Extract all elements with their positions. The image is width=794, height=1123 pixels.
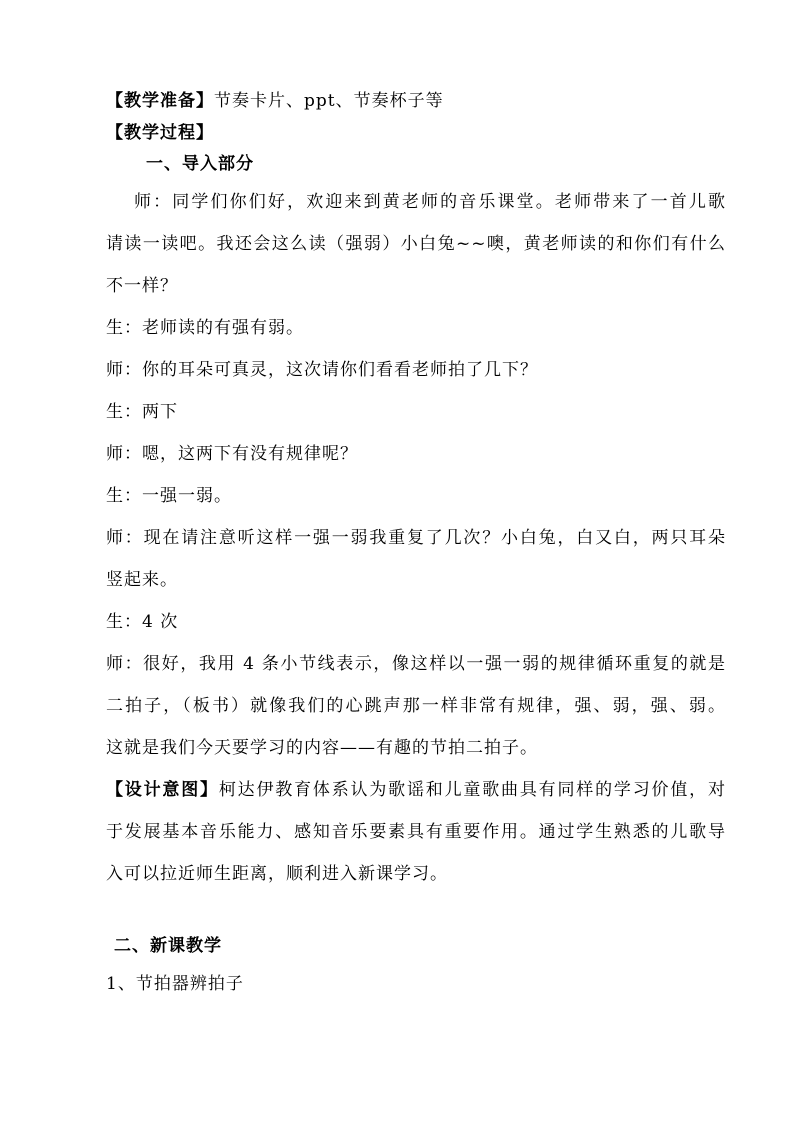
dialogue-line: 师：嗯，这两下有没有规律呢？ — [106, 444, 358, 464]
dialogue-line: 师：你的耳朵可真灵，这次请你们看看老师拍了几下？ — [106, 360, 538, 380]
dialogue-line: 竖起来。 — [106, 570, 178, 590]
teaching-prep-text: 节奏卡片、ppt、节奏杯子等 — [214, 91, 444, 111]
dialogue-line: 生：4 次 — [106, 612, 179, 632]
dialogue-line: 这就是我们今天要学习的内容——有趣的节拍二拍子。 — [106, 738, 538, 758]
dialogue-line: 师：现在请注意听这样一强一弱我重复了几次？小白兔，白又白，两只耳朵 — [106, 528, 726, 548]
dialogue-line: 二拍子，（板书）就像我们的心跳声那一样非常有规律，强、弱，强、弱。 — [106, 696, 726, 716]
dialogue-line: 生：一强一弱。 — [106, 486, 232, 506]
section2-item-1: 1、节拍器辨拍子 — [106, 974, 244, 994]
teaching-prep-line — [106, 90, 726, 112]
design-intent-line-2: 于发展基本音乐能力、感知音乐要素具有重要作用。通过学生熟悉的儿歌导 — [106, 822, 726, 842]
teaching-prep-label: 【教学准备】 — [106, 91, 214, 111]
design-intent-line-3: 入可以拉近师生距离，顺利进入新课学习。 — [106, 864, 448, 884]
dialogue-line: 生：两下 — [106, 402, 178, 422]
section1-paragraph-line-1: 师：同学们你们好，欢迎来到黄老师的音乐课堂。老师带来了一首儿歌 — [134, 192, 726, 212]
teaching-process-label: 【教学过程】 — [106, 123, 214, 143]
section2-heading: 二、新课教学 — [114, 936, 222, 956]
dialogue-line: 生：老师读的有强有弱。 — [106, 318, 304, 338]
design-intent-text-1: 柯达伊教育体系认为歌谣和儿童歌曲具有同样的学习价值，对 — [218, 780, 726, 800]
dialogue-line: 师：很好，我用 4 条小节线表示，像这样以一强一弱的规律循环重复的就是 — [106, 654, 726, 674]
section1-paragraph-line-3: 不一样？ — [106, 276, 178, 296]
design-intent-label: 【设计意图】 — [106, 780, 219, 800]
design-intent-line-1 — [106, 779, 726, 801]
section1-heading: 一、导入部分 — [146, 154, 254, 174]
section1-paragraph-line-2: 请读一读吧。我还会这么读（强弱）小白兔~~噢，黄老师读的和你们有什么 — [106, 234, 726, 254]
